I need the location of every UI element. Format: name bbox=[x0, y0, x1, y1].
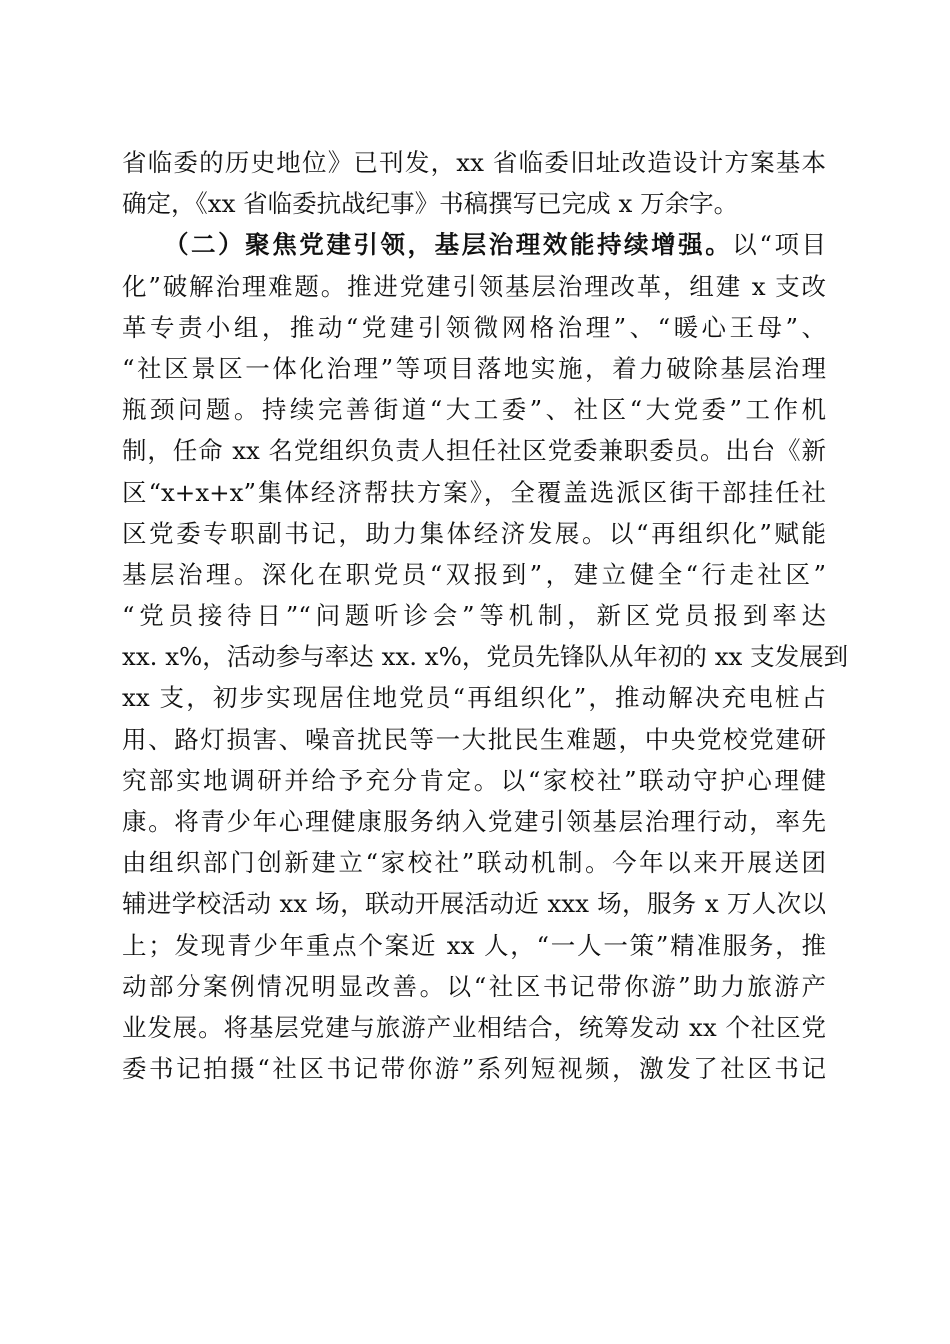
text-fragment: 以“项目 bbox=[732, 230, 827, 260]
text-line: 区党委专职副书记，助力集体经济发展。以“再组织化”赋能 bbox=[122, 518, 826, 548]
text-line: 区“x+x+x”集体经济帮扶方案》，全覆盖选派区街干部挂任社 bbox=[122, 477, 826, 507]
text-line: 动部分案例情况明显改善。以“社区书记带你游”助力旅游产 bbox=[122, 971, 826, 1001]
text-line: 辅进学校活动 xx 场，联动开展活动近 xxx 场，服务 x 万人次以 bbox=[122, 889, 826, 919]
text-line: “社区景区一体化治理”等项目落地实施，着力破除基层治理 bbox=[122, 353, 826, 383]
text-line: 瓶颈问题。持续完善街道“大工委”、社区“大党委”工作机 bbox=[122, 395, 826, 425]
text-line: 究部实地调研并给予充分肯定。以“家校社”联动守护心理健 bbox=[122, 765, 826, 795]
text-line: xx 支，初步实现居住地党员“再组织化”，推动解决充电桩占 bbox=[122, 683, 826, 713]
text-line: 康。将青少年心理健康服务纳入党建引领基层治理行动，率先 bbox=[122, 807, 826, 836]
text-line: 制，任命 xx 名党组织负责人担任社区党委兼职委员。出台《新 bbox=[122, 436, 826, 466]
body-text bbox=[122, 142, 849, 1089]
text-line: 基层治理。深化在职党员“双报到”，建立健全“行走社区” bbox=[122, 559, 826, 589]
section-heading-line bbox=[122, 224, 826, 265]
text-line: “党员接待日”“问题听诊会”等机制，新区党员报到率达 bbox=[122, 601, 826, 631]
text-line: 省临委的历史地位》已刊发，xx 省临委旧址改造设计方案基本 bbox=[122, 148, 826, 177]
text-line: 用、路灯损害、噪音扰民等一大批民生难题，中央党校党建研 bbox=[122, 724, 826, 754]
text-line: 由组织部门创新建立“家校社”联动机制。今年以来开展送团 bbox=[122, 848, 826, 878]
text-line: 上；发现青少年重点个案近 xx 人，“一人一策”精准服务，推 bbox=[122, 930, 826, 960]
text-line: 确定，《xx 省临委抗战纪事》书稿撰写已完成 x 万余字。 bbox=[122, 189, 739, 219]
text-line: 化”破解治理难题。推进党建引领基层治理改革，组建 x 支改 bbox=[122, 271, 826, 301]
text-line: 业发展。将基层党建与旅游产业相结合，统筹发动 xx 个社区党 bbox=[122, 1012, 826, 1042]
text-line: 委书记拍摄“社区书记带你游”系列短视频，激发了社区书记 bbox=[122, 1054, 826, 1084]
text-line: xx. x%，活动参与率达 xx. x%，党员先锋队从年初的 xx 支发展到 bbox=[122, 642, 849, 672]
section-heading: （二）聚焦党建引领，基层治理效能持续增强。 bbox=[164, 230, 733, 260]
text-line: 革专责小组，推动“党建引领微网格治理”、“暖心王母”、 bbox=[122, 312, 826, 342]
